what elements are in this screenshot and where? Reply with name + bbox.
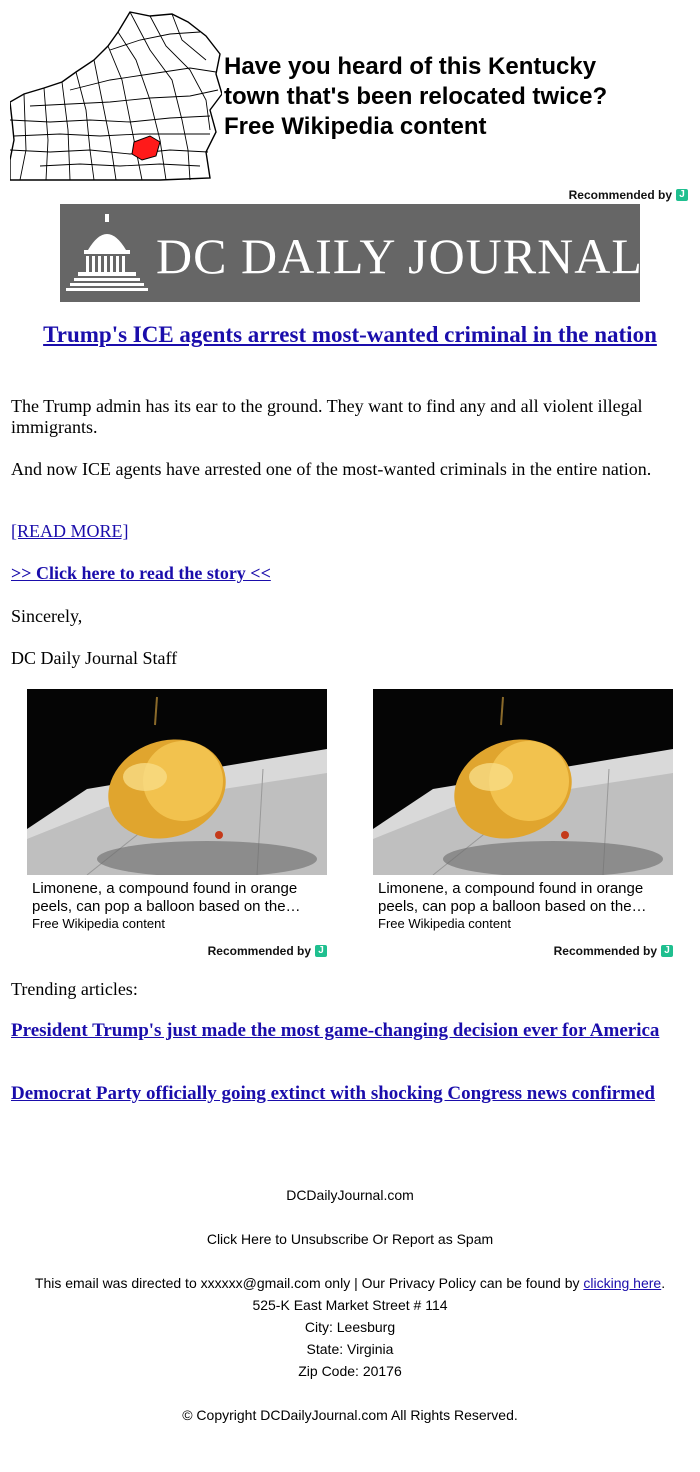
card-source: Free Wikipedia content	[32, 916, 165, 931]
recommended-by[interactable]	[27, 944, 327, 958]
card-caption[interactable]: Limonene, a compound found in orange peels, can pop a balloon based on the…	[378, 880, 647, 915]
footer-copyright: © Copyright DCDailyJournal.com All Rights Reserved.	[182, 1407, 518, 1423]
trending-item-1	[11, 1020, 681, 1041]
trending-link[interactable]: Democrat Party officially going extinct with shocking Congress news confirmed	[11, 1083, 655, 1104]
trending-item-2	[11, 1083, 681, 1104]
capitol-dome-icon	[66, 210, 148, 296]
recommended-card-2[interactable]	[373, 689, 673, 958]
ad-source[interactable]: Free Wikipedia content	[224, 113, 487, 140]
footer-zip: Zip Code: 20176	[298, 1363, 402, 1379]
recommended-card-1[interactable]	[27, 689, 327, 958]
recommender-logo-icon: J	[661, 945, 673, 957]
article-paragraph-1: The Trump admin has its ear to the ground. They want to find any and all violent illegal immigrants.	[11, 396, 643, 437]
ad-headline-line2[interactable]: town that's been relocated twice?	[224, 83, 608, 110]
footer-state: State: Virginia	[306, 1341, 394, 1357]
sign-off: Sincerely,	[11, 606, 83, 626]
balloon-image[interactable]	[27, 689, 327, 875]
recommended-by-label: Recommended by	[568, 188, 672, 202]
dc-daily-journal-logo[interactable]	[60, 204, 643, 302]
read-more-link[interactable]: [READ MORE]	[11, 521, 129, 541]
signature: DC Daily Journal Staff	[11, 648, 178, 668]
ad-headline[interactable]	[224, 52, 684, 142]
recommender-logo-icon: J	[315, 945, 327, 957]
footer-site: DCDailyJournal.com	[286, 1187, 414, 1203]
trending-link[interactable]: President Trump's just made the most game-changing decision ever for America	[11, 1020, 660, 1041]
card-source: Free Wikipedia content	[378, 916, 511, 931]
article-paragraph-2: And now ICE agents have arrested one of the most-wanted criminals in the entire nation.	[11, 459, 652, 479]
unsubscribe-link[interactable]: Click Here to Unsubscribe Or Report as Spam	[206, 1231, 494, 1247]
recommended-by-label: Recommended by	[207, 944, 311, 958]
recommender-logo-icon: J	[676, 189, 688, 201]
recommended-by[interactable]	[569, 188, 688, 202]
recommended-by[interactable]	[373, 944, 673, 958]
ad-headline-line1[interactable]: Have you heard of this Kentucky	[224, 53, 597, 80]
footer-directed-text: This email was directed to xxxxxx@gmail.com only | Our Privacy Policy can be found by	[34, 1275, 584, 1291]
read-more-row	[11, 521, 681, 542]
footer-directed	[0, 1272, 700, 1294]
footer-address: 525-K East Market Street # 114	[252, 1297, 448, 1313]
footer-period: .	[661, 1275, 666, 1291]
recommended-by-label: Recommended by	[553, 944, 657, 958]
kentucky-map-image[interactable]	[10, 10, 222, 182]
trending-heading: Trending articles:	[11, 979, 138, 999]
balloon-image[interactable]	[373, 689, 673, 875]
privacy-policy-link[interactable]: clicking here	[583, 1275, 662, 1291]
top-ad[interactable]	[10, 10, 690, 200]
story-link-row	[11, 563, 681, 584]
logo-text: DC DAILY JOURNAL	[156, 228, 643, 284]
card-caption[interactable]: Limonene, a compound found in orange peels, can pop a balloon based on the…	[32, 880, 301, 915]
article-title-link[interactable]: Trump's ICE agents arrest most-wanted criminal in the nation	[43, 322, 657, 347]
article-title	[30, 322, 670, 348]
footer-city: City: Leesburg	[304, 1319, 396, 1335]
click-here-story-link[interactable]: >> Click here to read the story <<	[11, 563, 271, 583]
